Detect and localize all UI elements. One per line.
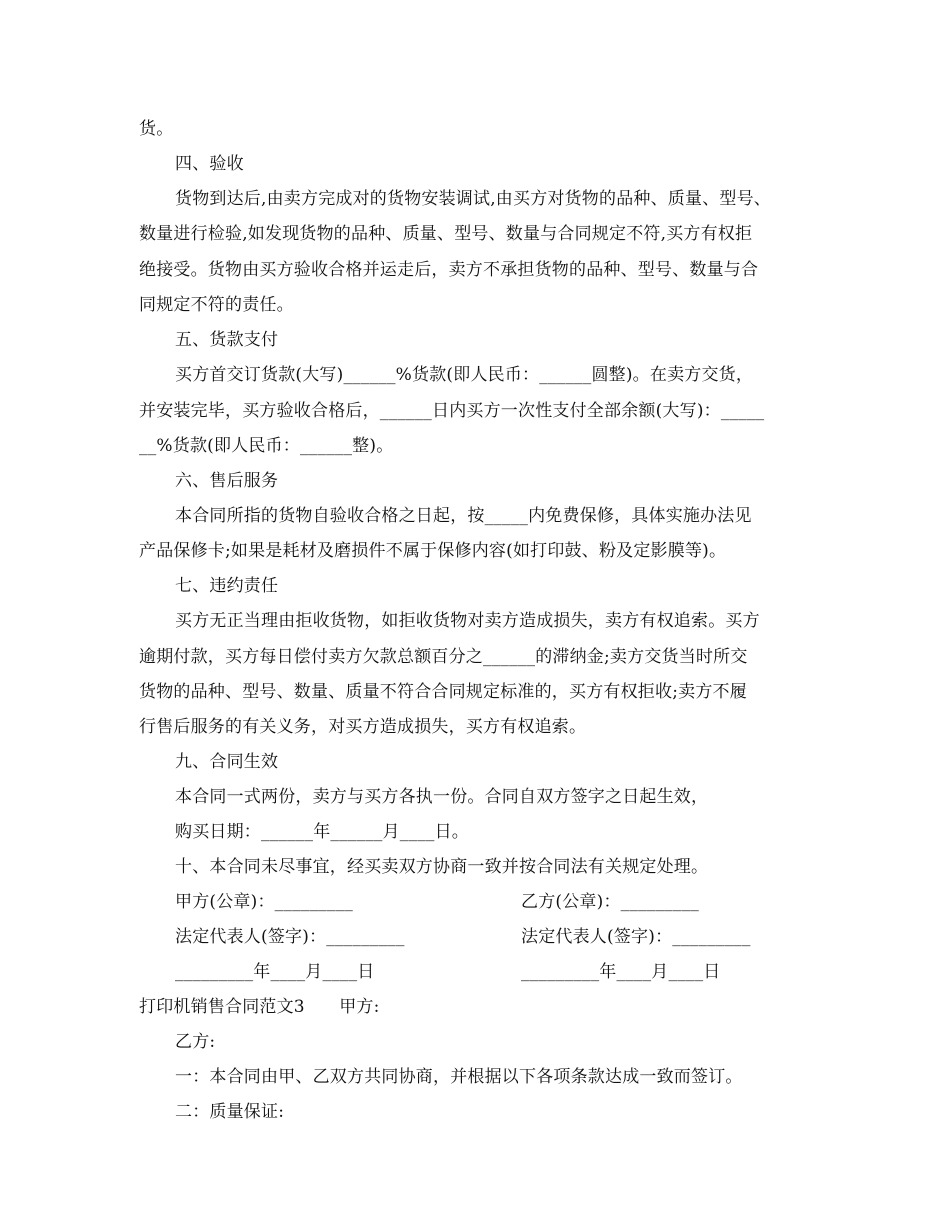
party-b-date: _________年____月____日 <box>521 962 721 982</box>
text-line: 一：本合同由甲、乙双方共同协商，并根据以下各项条款达成一致而签订。 <box>175 1067 743 1087</box>
text-line: __%货款(即人民币：______整)。 <box>139 436 394 456</box>
section-heading: 十、本合同未尽事宜，经买卖双方协商一致并按合同法有关规定处理。 <box>175 857 709 877</box>
text-line: 本合同一式两份，卖方与买方各执一份。合同自双方签字之日起生效， <box>175 787 709 807</box>
text-line: 产品保修卡;如果是耗材及磨损件不属于保修内容(如打印鼓、粉及定影膜等)。 <box>139 541 727 561</box>
text-line: 逾期付款，买方每日偿付卖方欠款总额百分之______的滞纳金;卖方交货当时所交 <box>139 647 748 667</box>
purchase-date: 购买日期：______年______月____日。 <box>175 822 469 842</box>
party-b-seal: 乙方(公章)：_________ <box>521 892 699 912</box>
party-b-line: 乙方: <box>175 1032 216 1052</box>
section-heading: 二：质量保证: <box>175 1102 285 1122</box>
text-line: 买方无正当理由拒收货物，如拒收货物对卖方造成损失，卖方有权追索。买方 <box>175 611 760 631</box>
text-line: 货物的品种、型号、数量、质量不符合合同规定标准的，买方有权拒收;卖方不履 <box>139 682 747 702</box>
section-heading: 五、货款支付 <box>175 330 279 350</box>
text-line: 同规定不符的责任。 <box>139 295 294 315</box>
party-b-representative: 法定代表人(签字)：_________ <box>521 927 751 947</box>
text-line: 货物到达后,由卖方完成对的货物安装调试,由买方对货物的品种、质量、型号、 <box>175 189 772 209</box>
text-line: 绝接受。货物由买方验收合格并运走后，卖方不承担货物的品种、型号、数量与合 <box>139 260 759 280</box>
section-heading: 七、违约责任 <box>175 576 279 596</box>
section-heading: 六、售后服务 <box>175 471 279 491</box>
party-a-date: _________年____月____日 <box>175 962 375 982</box>
text-line: 货。 <box>139 119 174 139</box>
text-line: 并安装完毕，买方验收合格后，______日内买方一次性支付全部余额(大写)：_____ <box>139 401 765 421</box>
text-line: 本合同所指的货物自验收合格之日起，按_____内免费保修，具体实施办法见 <box>175 506 752 526</box>
text-line: 数量进行检验,如发现货物的品种、质量、型号、数量与合同规定不符,买方有权拒 <box>139 224 753 244</box>
section-heading: 四、验收 <box>175 154 244 174</box>
text-line: 行售后服务的有关义务，对买方造成损失，买方有权追索。 <box>139 717 587 737</box>
party-a-seal: 甲方(公章)：_________ <box>175 892 353 912</box>
text-line: 买方首交订货款(大写)______%货款(即人民币：______圆整)。在卖方交货， <box>175 365 754 385</box>
document-title: 打印机销售合同范文3 甲方: <box>139 997 380 1017</box>
section-heading: 九、合同生效 <box>175 752 279 772</box>
party-a-representative: 法定代表人(签字)：_________ <box>175 927 405 947</box>
